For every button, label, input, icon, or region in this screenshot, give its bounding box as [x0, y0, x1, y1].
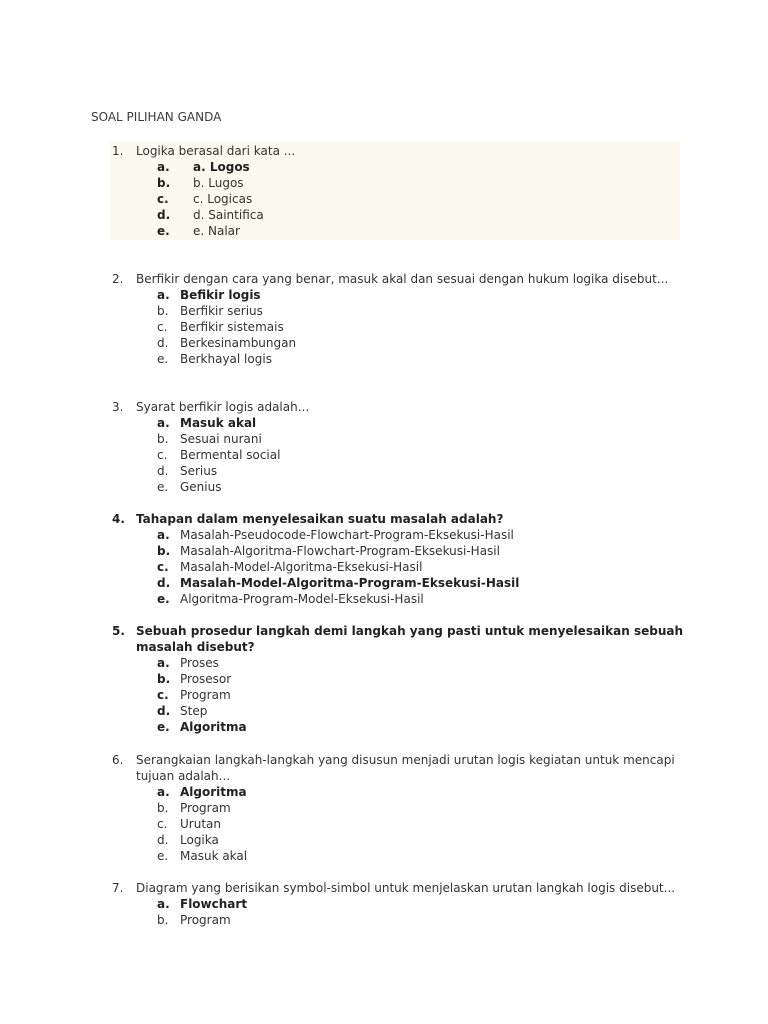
question-number: 2.: [112, 272, 124, 286]
question-6: [112, 752, 692, 864]
option-e[interactable]: e. Algoritma: [157, 720, 247, 734]
option-b[interactable]: b. Prosesor: [157, 672, 232, 686]
option-d[interactable]: d. Serius: [157, 464, 218, 478]
option-d[interactable]: d. Masalah-Model-Algoritma-Program-Eksekusi-Hasil: [157, 576, 520, 590]
question-text: Berfikir dengan cara yang benar, masuk akal dan sesuai dengan hukum logika disebut...: [136, 272, 669, 286]
option-e[interactable]: e. Algoritma-Program-Model-Eksekusi-Hasil: [157, 592, 424, 606]
option-b[interactable]: b. Masalah-Algoritma-Flowchart-Program-Eksekusi-Hasil: [157, 544, 500, 558]
question-7: [112, 880, 692, 928]
question-number: 5.: [112, 624, 125, 638]
question-text: Syarat berfikir logis adalah...: [136, 400, 310, 414]
option-e[interactable]: e. e. Nalar: [157, 224, 240, 238]
option-e[interactable]: e. Genius: [157, 480, 222, 494]
option-c[interactable]: c. Masalah-Model-Algoritma-Eksekusi-Hasil: [157, 560, 423, 574]
option-b[interactable]: b. Sesuai nurani: [157, 432, 262, 446]
question-text: Serangkaian langkah-langkah yang disusun menjadi urutan logis kegiatan untuk mencapi tujuan adalah...: [136, 753, 675, 783]
question-number: 1.: [112, 144, 124, 158]
option-e[interactable]: e. Masuk akal: [157, 849, 248, 863]
option-a[interactable]: a. Masalah-Pseudocode-Flowchart-Program-Eksekusi-Hasil: [157, 528, 514, 542]
question-number: 6.: [112, 753, 124, 767]
question-1: [112, 143, 692, 239]
option-b[interactable]: b. Berfikir serius: [157, 304, 263, 318]
option-b[interactable]: b. b. Lugos: [157, 176, 244, 190]
option-b[interactable]: b. Program: [157, 801, 231, 815]
option-a[interactable]: a. Befikir logis: [157, 288, 261, 302]
question-text: Tahapan dalam menyelesaikan suatu masalah adalah?: [136, 512, 504, 526]
question-number: 4.: [112, 512, 125, 526]
option-a[interactable]: a. Flowchart: [157, 897, 248, 911]
option-a[interactable]: a. Proses: [157, 656, 219, 670]
page-title: SOAL PILIHAN GANDA: [91, 110, 222, 124]
option-a[interactable]: a. a. Logos: [157, 160, 250, 174]
question-4: [112, 511, 692, 607]
option-c[interactable]: c. Berfikir sistemais: [157, 320, 284, 334]
option-d[interactable]: d. Berkesinambungan: [157, 336, 297, 350]
question-text: Logika berasal dari kata ...: [136, 144, 296, 158]
option-c[interactable]: c. c. Logicas: [157, 192, 253, 206]
question-5: [112, 623, 692, 735]
option-b[interactable]: b. Program: [157, 913, 231, 927]
option-a[interactable]: a. Masuk akal: [157, 416, 257, 430]
option-d[interactable]: d. d. Saintifica: [157, 208, 264, 222]
question-text: Sebuah prosedur langkah demi langkah yang pasti untuk menyelesaikan sebuah masalah disebut?: [136, 624, 684, 654]
question-number: 3.: [112, 400, 124, 414]
option-c[interactable]: c. Bermental social: [157, 448, 281, 462]
option-c[interactable]: c. Program: [157, 688, 231, 702]
option-d[interactable]: d. Logika: [157, 833, 219, 847]
option-a[interactable]: a. Algoritma: [157, 785, 247, 799]
question-3: [112, 399, 692, 495]
question-text: Diagram yang berisikan symbol-simbol untuk menjelaskan urutan langkah logis disebut...: [136, 881, 676, 895]
option-d[interactable]: d. Step: [157, 704, 208, 718]
option-e[interactable]: e. Berkhayal logis: [157, 352, 272, 366]
question-number: 7.: [112, 881, 124, 895]
question-2: [112, 271, 692, 367]
option-c[interactable]: c. Urutan: [157, 817, 221, 831]
